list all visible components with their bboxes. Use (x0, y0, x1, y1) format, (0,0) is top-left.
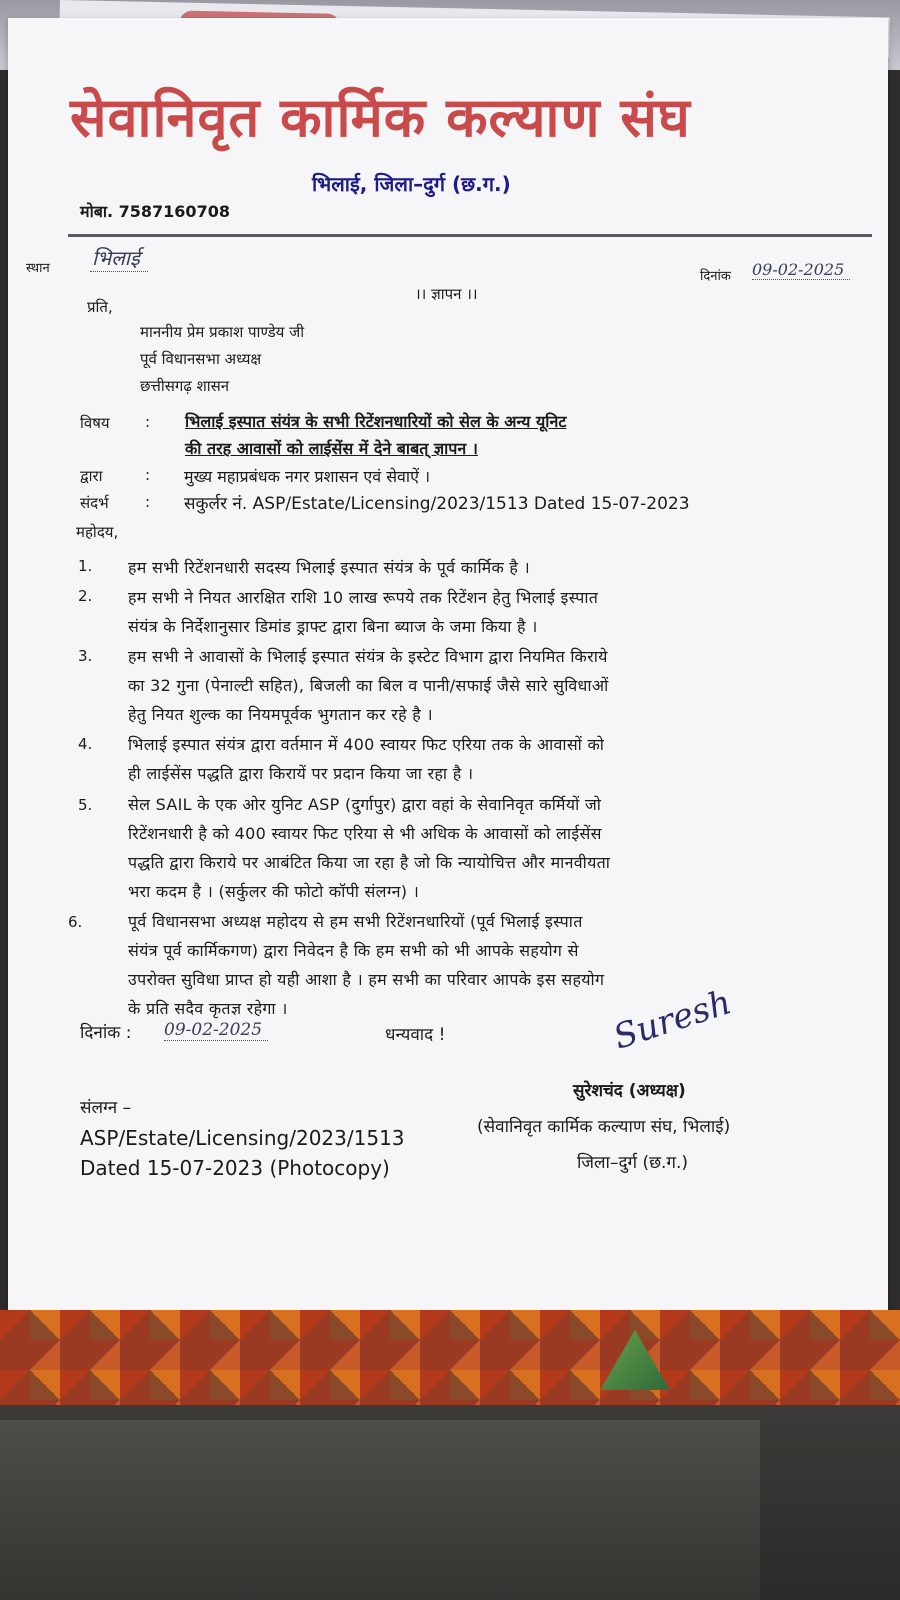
point-number: 1. (78, 557, 93, 575)
point-line: उपरोक्त सुविधा प्राप्त हो यही आशा है । हम सभी का परिवार आपके इस सहयोग (128, 970, 605, 989)
enclosure-date: Dated 15-07-2023 (Photocopy) (80, 1156, 390, 1180)
through-value: मुख्य महाप्रबंधक नगर प्रशासन एवं सेवाऐं । (184, 467, 431, 486)
reference-colon: : (145, 493, 151, 511)
organization-name: सेवानिवृत कार्मिक कल्याण संघ (70, 86, 691, 149)
floor-highlight (0, 1420, 760, 1600)
subject-colon: : (145, 413, 151, 431)
closing-date-value: 09-02-2025 (164, 1020, 268, 1041)
recipient-prefix: प्रति, (87, 298, 113, 316)
reference-value: सकुर्लर नं. ASP/Estate/Licensing/2023/1513 Dated 15-07-2023 (184, 494, 690, 514)
recipient-line: छत्तीसगढ़ शासन (140, 377, 230, 395)
thanks-text: धन्यवाद ! (385, 1025, 446, 1045)
point-number: 3. (78, 647, 93, 665)
patterned-fabric (0, 1310, 900, 1405)
point-line: रिटेंशनधारी है को 400 स्वायर फिट एरिया से भी अधिक के आवासों को लाईसेंस (128, 824, 602, 843)
point-number: 4. (78, 735, 93, 753)
document-title: ।। ज्ञापन ।। (415, 285, 478, 303)
point-line: हम सभी ने नियत आरक्षित राशि 10 लाख रूपये तक रिटेंशन हेतु भिलाई इस्पात (128, 588, 599, 607)
through-label: द्वारा (80, 467, 103, 485)
point-line: हेतु नियत शुल्क का नियमपूर्वक भुगतान कर रहे है । (128, 705, 433, 724)
organization-mobile: मोबा. 7587160708 (80, 202, 230, 221)
handwritten-signature: Suresh (608, 982, 737, 1058)
point-line: सेल SAIL के एक ओर युनिट ASP (दुर्गापुर) द्वारा वहां के सेवानिवृत कर्मियों जो (128, 795, 602, 814)
subject-line: की तरह आवासों को लाईसेंस में देने बाबत् ज्ञापन । (185, 439, 478, 458)
closing-date-label: दिनांक : (80, 1023, 132, 1043)
letterhead-divider (68, 234, 872, 237)
recipient-line: पूर्व विधानसभा अध्यक्ष (140, 350, 262, 368)
recipient-line: माननीय प्रेम प्रकाश पाण्डेय जी (140, 323, 305, 341)
organization-location: भिलाई, जिला–दुर्ग (छ.ग.) (312, 172, 511, 196)
point-line: संयंत्र के निर्देशानुसार डिमांड ड्राफ्ट द्वारा बिना ब्याज के जमा किया है । (128, 617, 538, 636)
subject-line: भिलाई इस्पात संयंत्र के सभी रिटेंशनधारियों को सेल के अन्य यूनिट (185, 412, 567, 431)
subject-label: विषय (80, 414, 110, 432)
reference-label: संदर्भ (80, 494, 109, 512)
point-line: संयंत्र पूर्व कार्मिकगण) द्वारा निवेदन है कि हम सभी को भी आपके सहयोग से (128, 941, 579, 960)
enclosure-label: संलग्न – (80, 1098, 132, 1118)
salutation: महोदय, (76, 523, 119, 541)
point-line: पूर्व विधानसभा अध्यक्ष महोदय से हम सभी रिटेंशनधारियों (पूर्व भिलाई इस्पात (128, 912, 583, 931)
point-number: 6. (68, 913, 83, 931)
signatory-place: जिला–दुर्ग (छ.ग.) (577, 1153, 689, 1173)
signatory-name: सुरेशचंद (अध्यक्ष) (573, 1081, 686, 1101)
signatory-organization: (सेवानिवृत कार्मिक कल्याण संघ, भिलाई) (477, 1117, 731, 1137)
through-colon: : (145, 466, 151, 484)
point-line: के प्रति सदैव कृतज्ञ रहेगा । (128, 999, 288, 1018)
point-line: ही लाईसेंस पद्धति द्वारा किरायें पर प्रदान किया जा रहा है । (128, 764, 474, 783)
point-line: हम सभी ने आवासों के भिलाई इस्पात संयंत्र के इस्टेट विभाग द्वारा नियमित किराये (128, 647, 608, 666)
point-line: भिलाई इस्पात संयंत्र द्वारा वर्तमान में 400 स्वायर फिट एरिया तक के आवासों को (128, 735, 605, 754)
place-value: भिलाई (90, 244, 148, 272)
enclosure-reference: ASP/Estate/Licensing/2023/1513 (80, 1126, 405, 1150)
date-value: 09-02-2025 (752, 260, 850, 280)
point-number: 2. (78, 587, 93, 605)
point-line: हम सभी रिटेंशनधारी सदस्य भिलाई इस्पात संयंत्र के पूर्व कार्मिक है । (128, 558, 530, 577)
date-label: दिनांक (700, 269, 731, 284)
point-line: का 32 गुना (पेनाल्टी सहित), बिजली का बिल व पानी/सफाई जैसे सारे सुविधाओं (128, 676, 609, 695)
point-number: 5. (78, 796, 93, 814)
point-line: पद्धति द्वारा किराये पर आबंटित किया जा रहा है जो कि न्यायोचित्त और मानवीयता (128, 853, 611, 872)
place-label: स्थान (26, 261, 50, 276)
point-line: भरा कदम है । (सर्कुलर की फोटो कॉपी संलग्न) । (128, 882, 420, 901)
